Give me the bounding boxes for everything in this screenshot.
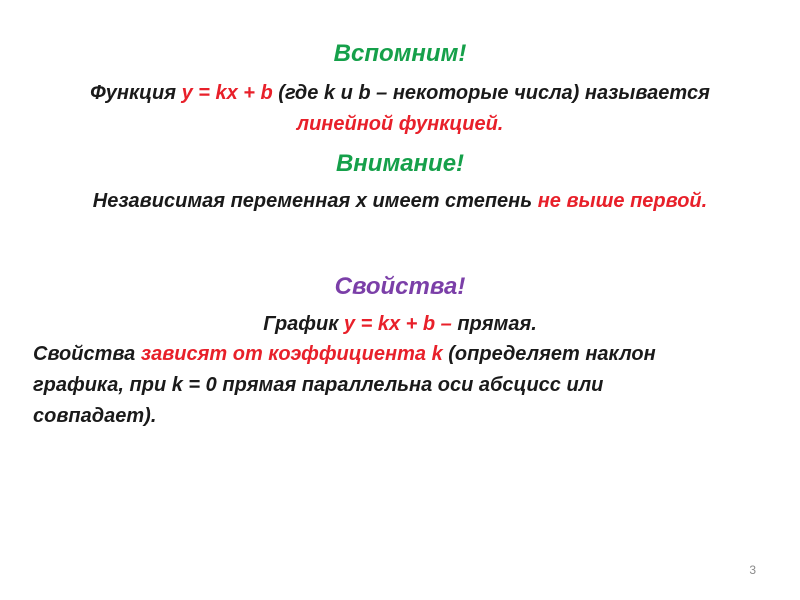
linear-function-term: линейной функцией. xyxy=(296,113,504,135)
function-definition-suffix: (где k и b – некоторые числа) называется xyxy=(272,82,710,104)
properties-heading: Свойства! xyxy=(334,273,466,300)
function-definition-line xyxy=(0,82,800,105)
properties-coefficient-highlight: зависят от коэффициента k xyxy=(140,343,443,365)
function-formula: y = kx + b xyxy=(181,82,273,104)
remember-heading: Вспомним! xyxy=(333,40,467,67)
properties-line-1 xyxy=(33,343,656,366)
properties-line-3: совпадает). xyxy=(33,405,157,427)
page-number: 3 xyxy=(749,563,756,577)
properties-line-1-prefix: Свойства xyxy=(33,343,141,365)
attention-highlight: не выше первой. xyxy=(537,190,708,212)
graph-prefix: График xyxy=(263,313,344,335)
properties-line-1-suffix: (определяет наклон xyxy=(442,343,656,365)
properties-line-2: графика, при k = 0 прямая параллельна оси абсцисс или xyxy=(33,374,604,396)
function-definition-prefix: Функция xyxy=(90,82,182,104)
graph-formula: y = kx + b – xyxy=(343,313,452,335)
attention-text-prefix: Независимая переменная x имеет степень xyxy=(92,190,538,212)
graph-suffix: прямая. xyxy=(451,313,537,335)
graph-line xyxy=(0,313,800,336)
attention-heading: Внимание! xyxy=(335,150,465,177)
attention-text xyxy=(0,190,800,213)
